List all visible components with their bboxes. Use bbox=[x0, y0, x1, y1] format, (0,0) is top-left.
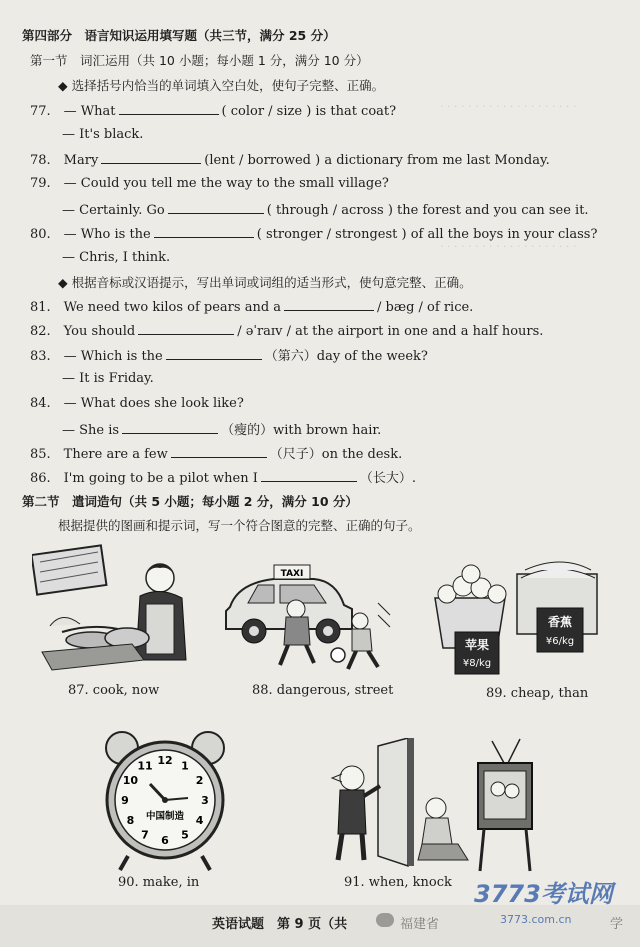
clock-numeral: 8 bbox=[126, 814, 135, 827]
clock-numeral: 2 bbox=[195, 774, 204, 787]
bleed-through-text: · · · · · · · · · · · · · · · · · · · · bbox=[440, 100, 577, 113]
section2-title: 第二节 遣词造句（共 5 小题；每小题 2 分，满分 10 分） bbox=[22, 494, 358, 509]
clock-numeral: 10 bbox=[122, 774, 139, 787]
answer-blank-80[interactable] bbox=[154, 225, 254, 238]
section1-instruction-b: ◆ 根据音标或汉语提示，写出单词或词组的适当形式，使句意完整、正确。 bbox=[58, 275, 472, 290]
banana-sign-label: 香蕉 bbox=[547, 615, 573, 629]
clock-numeral: 1 bbox=[181, 759, 189, 773]
answer-blank-77[interactable] bbox=[119, 102, 219, 115]
q77-line2: — It's black. bbox=[62, 127, 144, 142]
clock-numeral: 5 bbox=[181, 828, 189, 842]
clock-numeral: 11 bbox=[137, 759, 153, 773]
q80-line2: — Chris, I think. bbox=[62, 250, 171, 265]
picture-caption-90: 90. make, in bbox=[118, 875, 200, 890]
section1-instruction-a: ◆ 选择括号内恰当的单词填入空白处，使句子完整、正确。 bbox=[58, 78, 385, 93]
picture-caption-87: 87. cook, now bbox=[68, 683, 160, 698]
clock-numeral: 3 bbox=[201, 794, 209, 807]
q79-line1: 79. — Could you tell me the way to the small village? bbox=[30, 176, 389, 191]
banana-sign-price: ¥6/kg bbox=[545, 636, 575, 647]
site-watermark: 3773考试网 bbox=[474, 880, 613, 908]
q78: 78. Mary (lent / borrowed ) a dictionary from me last Monday. bbox=[30, 153, 550, 168]
site-watermark-url: 3773.com.cn bbox=[500, 913, 572, 926]
answer-blank-79[interactable] bbox=[168, 201, 264, 214]
answer-blank-86[interactable] bbox=[261, 469, 357, 482]
answer-blank-84[interactable] bbox=[122, 421, 218, 434]
clock-numeral: 4 bbox=[195, 814, 204, 827]
picture-caption-91: 91. when, knock bbox=[344, 875, 452, 890]
q79-line2: — Certainly. Go ( through / across ) the forest and you can see it. bbox=[62, 203, 589, 218]
clock-numeral: 6 bbox=[161, 834, 169, 847]
section2-instruction: 根据提供的图画和提示词，写一个符合图意的完整、正确的句子。 bbox=[58, 518, 421, 533]
part-title: 第四部分 语言知识运用填写题（共三节，满分 25 分） bbox=[22, 28, 336, 43]
clock-numeral: 9 bbox=[121, 794, 129, 807]
q82: 82. You should / əˈraɪv / at the airport in one and a half hours. bbox=[30, 324, 544, 339]
apple-sign-label: 苹果 bbox=[464, 638, 490, 652]
picture-caption-89: 89. cheap, than bbox=[486, 686, 589, 701]
q81: 81. We need two kilos of pears and a / bæg / of rice. bbox=[30, 300, 474, 315]
q86: 86. I'm going to be a pilot when I （长大）. bbox=[30, 471, 416, 486]
made-in-china-label: 中国制造 bbox=[145, 811, 185, 822]
bleed-through-text: · · · · · · · · · · · · · · · · · · · · bbox=[440, 240, 577, 253]
tv-illustration bbox=[470, 735, 540, 875]
fruit-prices-illustration bbox=[425, 548, 610, 678]
answer-blank-81[interactable] bbox=[284, 298, 374, 311]
clock-numeral: 12 bbox=[157, 754, 173, 767]
q84-line2: — She is （瘦的）with brown hair. bbox=[62, 423, 382, 438]
q84-line1: 84. — What does she look like? bbox=[30, 396, 244, 411]
answer-blank-85[interactable] bbox=[171, 445, 267, 458]
street-illustration bbox=[218, 545, 393, 680]
knocking-door-illustration bbox=[318, 738, 478, 868]
answer-blank-83[interactable] bbox=[166, 347, 262, 360]
wechat-source-tail: 学 bbox=[610, 917, 624, 932]
q77-line1: 77. — What ( color / size ) is that coat? bbox=[30, 104, 397, 119]
wechat-icon bbox=[376, 913, 394, 927]
picture-caption-88: 88. dangerous, street bbox=[252, 683, 394, 698]
page-number: 英语试题 第 9 页（共 bbox=[212, 917, 348, 932]
q85: 85. There are a few （尺子）on the desk. bbox=[30, 447, 403, 462]
answer-blank-82[interactable] bbox=[138, 322, 234, 335]
wechat-source-text: 福建省 bbox=[400, 917, 440, 932]
clock-numeral: 7 bbox=[141, 828, 149, 842]
answer-blank-78[interactable] bbox=[101, 151, 201, 164]
apple-sign-price: ¥8/kg bbox=[462, 658, 492, 669]
q80-line1: 80. — Who is the ( stronger / strongest ) of all the boys in your class? bbox=[30, 227, 598, 242]
taxi-sign-text: TAXI bbox=[280, 569, 304, 579]
alarm-clock-illustration bbox=[100, 728, 230, 873]
q83-line2: — It is Friday. bbox=[62, 371, 154, 386]
cooking-illustration bbox=[32, 540, 192, 680]
q83-line1: 83. — Which is the （第六）day of the week? bbox=[30, 349, 428, 364]
section1-title: 第一节 词汇运用（共 10 小题；每小题 1 分，满分 10 分） bbox=[30, 53, 369, 68]
